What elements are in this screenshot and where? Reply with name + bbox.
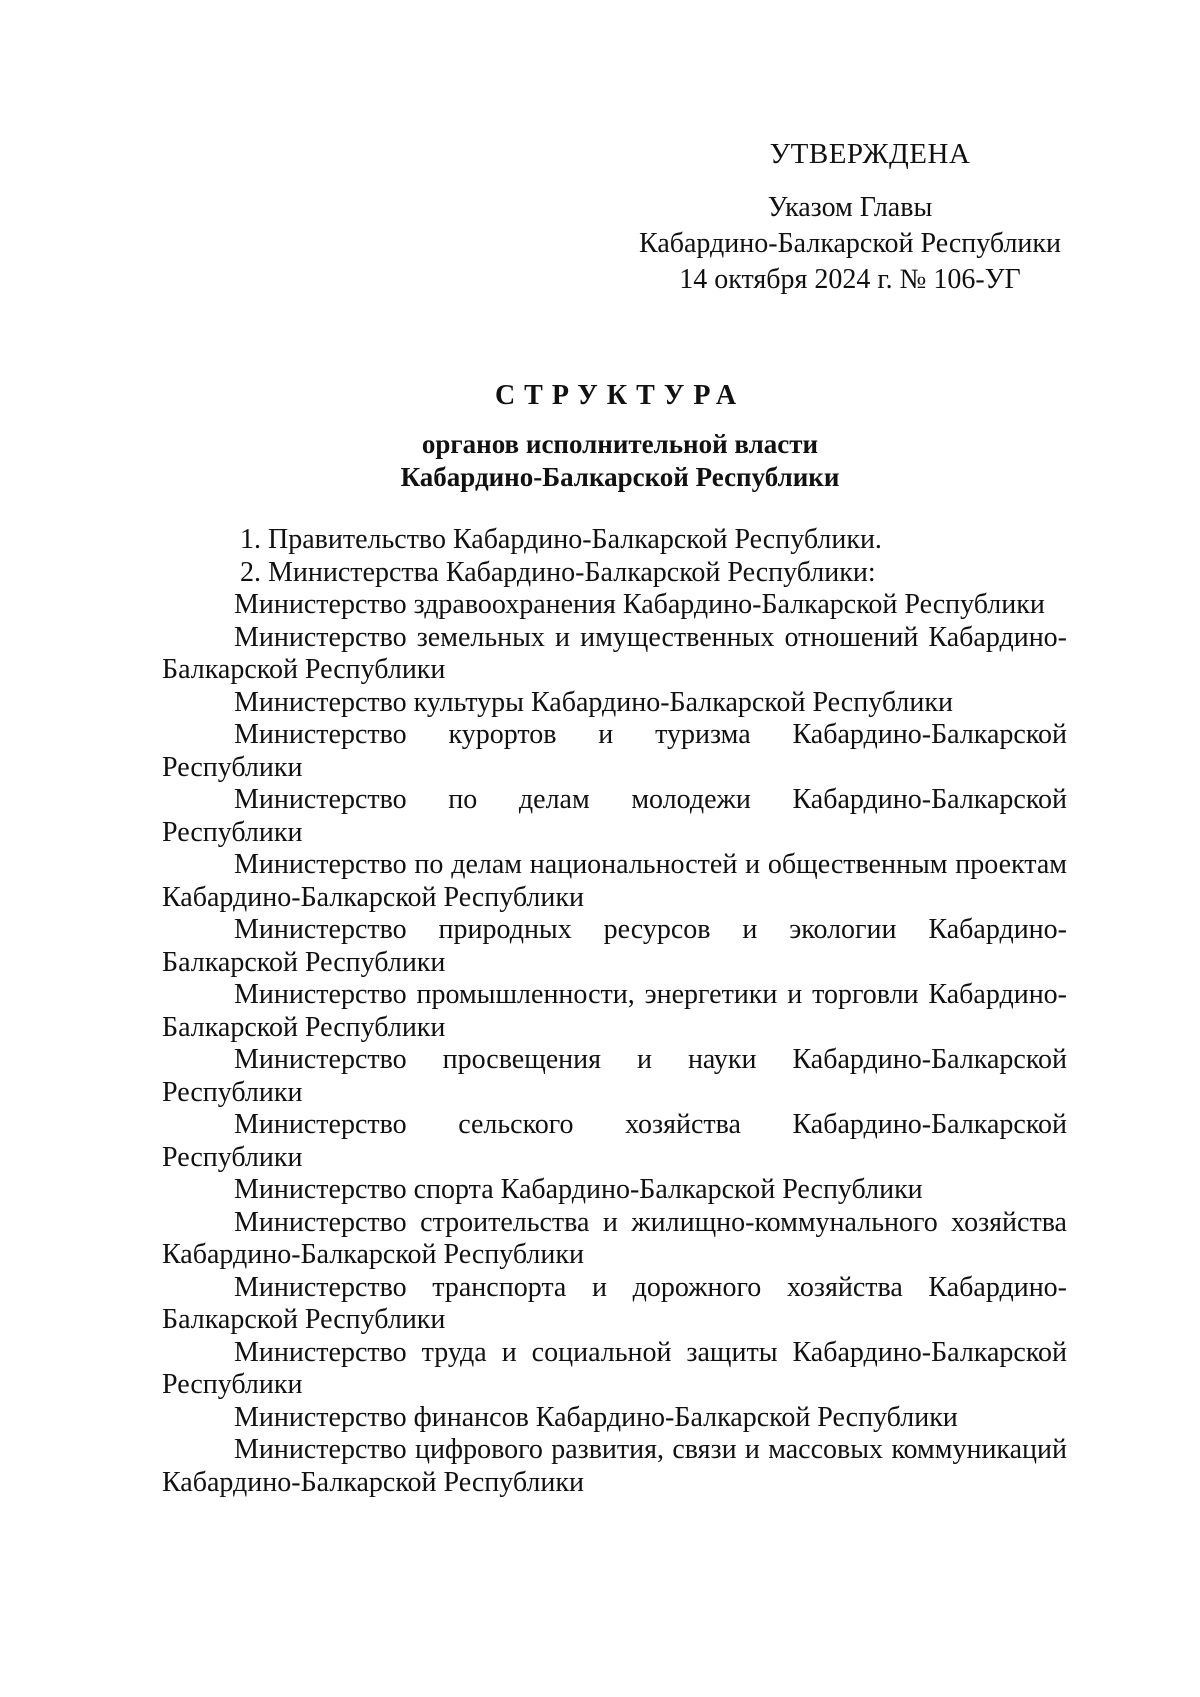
list-item: Министерство сельского хозяйства Кабардино-Балкарской Республики — [162, 1109, 1067, 1173]
list-item: Министерство по делам национальностей и общественным проектам Кабардино-Балкарской Республики — [162, 849, 1067, 913]
approval-decree: Указом Главы — [767, 192, 933, 223]
list-item: Министерство земельных и имущественных отношений Кабардино-Балкарской Республики — [162, 621, 1067, 685]
list-item: Министерство транспорта и дорожного хозяйства Кабардино-Балкарской Республики — [162, 1271, 1067, 1335]
list-item: Министерство строительства и жилищно-коммунального хозяйства Кабардино-Балкарской Республики — [162, 1206, 1067, 1270]
list-item: Министерство по делам молодежи Кабардино-Балкарской Республики — [162, 784, 1067, 848]
document-subtitle-line2: Кабардино-Балкарской Республики — [400, 462, 840, 492]
document-subtitle — [170, 428, 1070, 494]
approval-stamp: УТВЕРЖДЕНА — [769, 138, 971, 170]
approval-block — [630, 136, 1070, 298]
list-item: Министерство культуры Кабардино-Балкарской Республики — [234, 686, 953, 718]
approval-date-number: 14 октября 2024 г. № 106-УГ — [679, 264, 1021, 295]
list-item: Министерство промышленности, энергетики и торговли Кабардино-Балкарской Республики — [162, 979, 1067, 1043]
list-item: Министерство цифрового развития, связи и массовых коммуникаций Кабардино-Балкарской Республики — [162, 1434, 1067, 1498]
list-item: Министерство финансов Кабардино-Балкарской Республики — [234, 1401, 958, 1433]
list-item-ministries-heading: 2. Министерства Кабардино-Балкарской Республики: — [240, 556, 876, 588]
list-item: Министерство просвещения и науки Кабардино-Балкарской Республики — [162, 1044, 1067, 1108]
approval-authority: Кабардино-Балкарской Республики — [639, 228, 1061, 259]
list-item: Министерство курортов и туризма Кабардино-Балкарской Республики — [162, 719, 1067, 783]
list-item: Министерство труда и социальной защиты Кабардино-Балкарской Республики — [162, 1336, 1067, 1400]
document-title: СТРУКТУРА — [494, 380, 746, 411]
list-item: Министерство здравоохранения Кабардино-Балкарской Республики — [234, 589, 1045, 620]
document-subtitle-line1: органов исполнительной власти — [421, 429, 819, 459]
list-item-government: 1. Правительство Кабардино-Балкарской Республики. — [240, 524, 882, 555]
structure-list — [162, 524, 1067, 1499]
list-item: Министерство природных ресурсов и экологии Кабардино-Балкарской Республики — [162, 914, 1067, 978]
list-item: Министерство спорта Кабардино-Балкарской Республики — [234, 1174, 923, 1205]
